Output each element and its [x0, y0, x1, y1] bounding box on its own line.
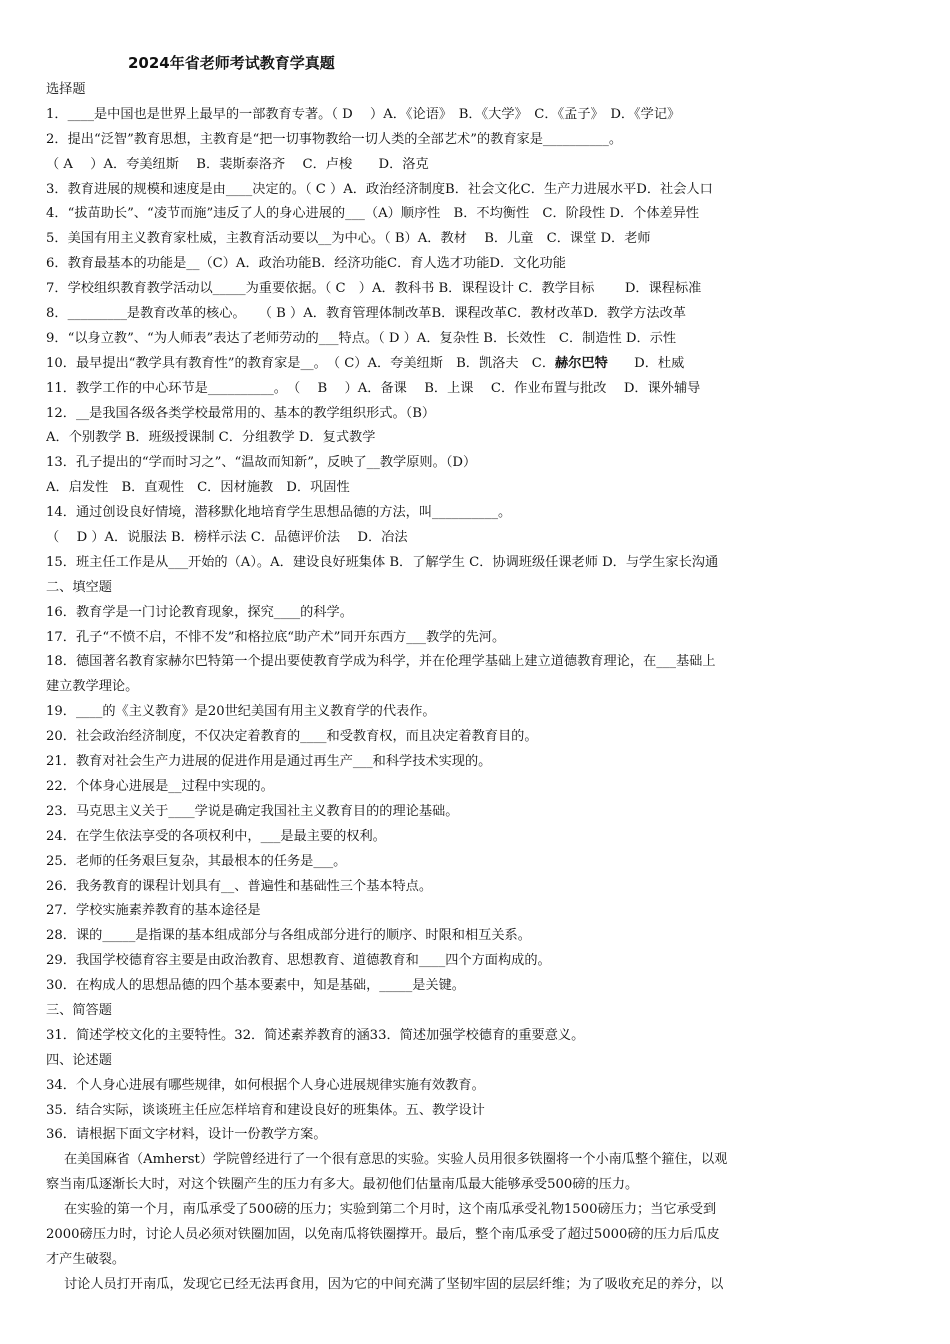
text-line [46, 924, 916, 949]
line-text: （ D ）A．说服法 B．榜样示法 C．品德评价法 D．冶法 [46, 530, 408, 546]
line-text: 13．孔子提出的“学而时习之”、“温故而知新”，反映了__教学原则。（D） [46, 455, 477, 471]
text-line [46, 1099, 916, 1124]
text-line [46, 1024, 916, 1049]
text-line [46, 1049, 916, 1074]
line-text: 在实验的第一个月，南瓜承受了500磅的压力；实验到第二个月时，这个南瓜承受礼物1500磅压力；当它承受到 [64, 1202, 717, 1218]
text-line [46, 501, 916, 526]
line-text: 22．个体身心进展是__过程中实现的。 [46, 778, 274, 794]
text-line [46, 352, 916, 377]
text-line [46, 551, 916, 576]
text-line [46, 1123, 916, 1148]
text-line [46, 850, 916, 875]
line-text: 35．结合实际，谈谈班主任应怎样培育和建设良好的班集体。五、教学设计 [46, 1102, 485, 1118]
text-line [46, 1198, 916, 1223]
line-text: 9．“以身立教”、“为人师表”表达了老师劳动的___特点。（ D ）A．复杂性 B．长效性 C．制造性 D．示性 [46, 330, 677, 346]
text-line [46, 999, 916, 1024]
text-line [46, 1074, 916, 1099]
text-line [46, 775, 916, 800]
text-line [46, 128, 916, 153]
text-line [46, 426, 916, 451]
line-text: 10．最早提出“教学具有教育性”的教育家是__。 （ C）A．夸美纽斯 B．凯洛夫 C． [46, 355, 556, 371]
text-line [46, 103, 916, 128]
text-line [46, 1173, 916, 1198]
text-line [46, 153, 916, 178]
line-text: 2．提出“泛智”教育思想，主教育是“把一切事物教给一切人类的全部艺术”的教育家是__________。 [46, 131, 623, 147]
line-text: 3．教育进展的规模和速度是由____决定的。（ C ）A．政治经济制度B．社会文化C．生产力进展水平D．社会人口 [46, 181, 713, 197]
text-line [46, 277, 916, 302]
text-line [46, 1248, 916, 1273]
text-line [46, 949, 916, 974]
text-line [46, 725, 916, 750]
line-text: 23．马克思主义关于____学说是确定我国社主义教育目的的理论基础。 [46, 803, 459, 819]
text-line [46, 750, 916, 775]
document-body [46, 78, 916, 1298]
line-text: 7．学校组织教育教学活动以_____为重要依据。（ C ）A．教科书 B．课程设计 C．教学目标 D．课程标准 [46, 281, 702, 297]
line-text: 建立教学理论。 [46, 679, 139, 695]
line-text: 30．在构成人的思想品德的四个基本要素中，知是基础，_____是关键。 [46, 978, 465, 994]
text-line [46, 626, 916, 651]
text-line [46, 526, 916, 551]
line-text: 21．教育对社会生产力进展的促进作用是通过再生产___和科学技术实现的。 [46, 754, 492, 770]
text-line [46, 576, 916, 601]
text-line [46, 650, 916, 675]
text-line [46, 899, 916, 924]
line-text: 二、填空题 [46, 579, 112, 595]
line-text: 17．孔子“不愤不启，不悱不发”和格拉底“助产术”同开东西方___教学的先河。 [46, 629, 506, 645]
text-line [46, 402, 916, 427]
text-line [46, 178, 916, 203]
text-line [46, 327, 916, 352]
text-line [46, 601, 916, 626]
line-text: 34．个人身心进展有哪些规律，如何根据个人身心进展规律实施有效教育。 [46, 1077, 485, 1093]
text-line [46, 302, 916, 327]
line-text: 31．简述学校文化的主要特性。32．简述素养教育的涵33．简述加强学校德育的重要意义。 [46, 1027, 585, 1043]
line-text: 选择题 [46, 82, 86, 97]
text-line [46, 700, 916, 725]
text-line [46, 377, 916, 402]
text-line [46, 227, 916, 252]
text-line [46, 1148, 916, 1173]
line-text: 四、论述题 [46, 1052, 112, 1068]
line-text: 14．通过创设良好情境，潜移默化地培育学生思想品德的方法，叫__________。 [46, 505, 512, 521]
line-text: 29．我国学校德育容主要是由政治教育、思想教育、道德教育和____四个方面构成的。 [46, 953, 551, 969]
line-text: 讨论人员打开南瓜，发现它已经无法再食用，因为它的中间充满了坚韧牢固的层层纤维；为了吸收充足的养分，以 [64, 1276, 724, 1292]
line-text: 在美国麻省（Amherst）学院曾经进行了一个很有意思的实验。实验人员用很多铁圈将一个小南瓜整个箍住，以观 [64, 1152, 728, 1168]
text-line [46, 875, 916, 900]
text-line [46, 252, 916, 277]
text-line [46, 78, 916, 103]
text-line [46, 451, 916, 476]
line-text: A．启发性 B．直观性 C．因材施教 D．巩固性 [46, 480, 350, 496]
text-line [46, 974, 916, 999]
line-text-after: D．杜威 [607, 355, 685, 371]
page-title: 2024年省老师考试教育学真题 [128, 54, 335, 72]
line-text: 15．班主任工作是从___开始的（A）。A．建设良好班集体 B．了解学生 C．协调班级任课老师 D．与学生家长沟通 [46, 554, 719, 570]
line-text: 25．老师的任务艰巨复杂，其最根本的任务是___。 [46, 853, 347, 869]
text-line [46, 476, 916, 501]
text-line [46, 825, 916, 850]
line-text: 察当南瓜逐渐长大时，对这个铁圈产生的压力有多大。最初他们估量南瓜最大能够承受500磅的压力。 [46, 1177, 639, 1193]
line-text: 24．在学生依法享受的各项权利中，___是最主要的权利。 [46, 828, 386, 844]
text-line [46, 800, 916, 825]
text-line [46, 1273, 916, 1298]
text-line [46, 675, 916, 700]
line-text: 1．____是中国也是世界上最早的一部教育专著。（ D ）A．《论语》 B．《大学》 C．《孟子》 D．《学记》 [46, 106, 681, 122]
text-line [46, 202, 916, 227]
line-text: 26．我务教育的课程计划具有__、普遍性和基础性三个基本特点。 [46, 878, 433, 894]
line-text: 19．____的《主义教育》是20世纪美国有用主义教育学的代表作。 [46, 704, 436, 720]
line-text: 18．德国著名教育家赫尔巴特第一个提出要使教育学成为科学，并在伦理学基础上建立道德教育理论，在___基础上 [46, 654, 716, 670]
line-text: 12．__是我国各级各类学校最常用的、基本的教学组织形式。（B） [46, 405, 436, 421]
line-text: 2000磅压力时，讨论人员必须对铁圈加固，以免南瓜将铁圈撑开。最后，整个南瓜承受了超过5000磅的压力后瓜皮 [46, 1226, 720, 1242]
line-text: 三、简答题 [46, 1002, 112, 1018]
line-text: 11．教学工作的中心环节是__________。 （ B ）A．备课 B．上课 C．作业布置与批改 D．课外辅导 [46, 380, 701, 396]
line-text: 28．课的_____是指课的基本组成部分与各组成部分进行的顺序、时限和相互关系。 [46, 928, 531, 944]
text-line [46, 1223, 916, 1248]
line-text: A．个别教学 B．班级授课制 C．分组教学 D．复式教学 [46, 430, 376, 446]
line-text: 8．_________是教育改革的核心。 （ B ）A．教育管理体制改革B．课程改革C．教材改革D．教学方法改革 [46, 306, 686, 322]
line-text: 20．社会政治经济制度，不仅决定着教育的____和受教育权，而且决定着教育目的。 [46, 729, 538, 745]
bold-text: 赫尔巴特 [555, 355, 608, 371]
line-text: （ A ）A．夸美纽斯 B．裴斯泰洛齐 C．卢梭 D．洛克 [46, 156, 429, 172]
line-text: 才产生破裂。 [46, 1251, 126, 1267]
line-text: 27．学校实施素养教育的基本途径是 [46, 903, 261, 919]
line-text: 16．教育学是一门讨论教育现象，探究____的科学。 [46, 604, 353, 620]
line-text: 36．请根据下面文字材料，设计一份教学方案。 [46, 1127, 327, 1143]
line-text: 5．美国有用主义教育家杜威，主教育活动要以__为中心。（ B）A．教材 B．儿童 C．课堂 D．老师 [46, 231, 651, 247]
line-text: 4．“拔苗助长”、“凌节而施”违反了人的身心进展的___（A）顺序性 B．不均衡性 C．阶段性 D．个体差异性 [46, 206, 700, 222]
line-text: 6．教育最基本的功能是__（C）A．政治功能B．经济功能C．育人选才功能D．文化功能 [46, 256, 566, 272]
